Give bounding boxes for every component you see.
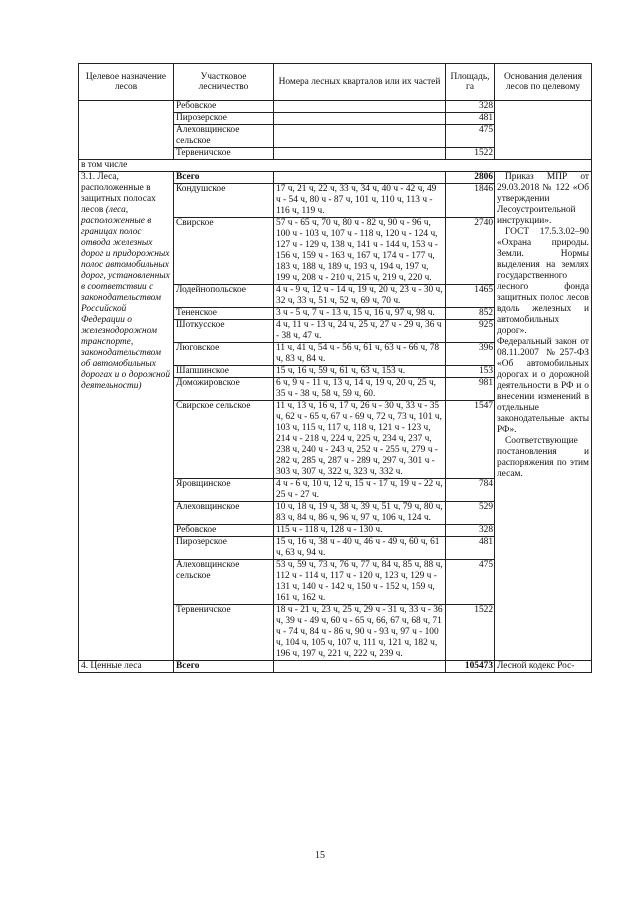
quarters-cell bbox=[274, 101, 446, 113]
quarters-cell: 115 ч - 118 ч, 128 ч - 130 ч. bbox=[274, 525, 446, 537]
quarters-cell: 3 ч - 5 ч, 7 ч - 13 ч, 15 ч, 16 ч, 97 ч, 98 ч. bbox=[274, 308, 446, 320]
forest-division-table bbox=[78, 63, 592, 673]
area-cell: 475 bbox=[446, 560, 495, 605]
forestry-cell: Алеховщинское сельское bbox=[174, 560, 274, 605]
header-basis: Основания деления лесов по целевому bbox=[495, 64, 592, 101]
quarters-cell: 4 ч - 9 ч, 12 ч - 14 ч, 19 ч, 20 ч, 23 ч - 30 ч, 32 ч, 33 ч, 51 ч, 52 ч, 69 ч, 70 ч. bbox=[274, 285, 446, 308]
section-3-1-title: 3.1. Леса, расположенные в защитных полосах лесов bbox=[81, 172, 156, 215]
page-number: 15 bbox=[315, 850, 325, 861]
forestry-cell: Пирозерское bbox=[174, 113, 274, 125]
basis-cell-continued bbox=[495, 101, 592, 160]
section-4-total-area: 105473 bbox=[446, 661, 495, 673]
forestry-cell: Доможировское bbox=[174, 378, 274, 401]
basis-paragraph: Соответствующие постановления и распоряжения по этим лесам. bbox=[497, 436, 589, 479]
quarters-cell: 57 ч - 65 ч, 70 ч, 80 ч - 82 ч, 90 ч - 96 ч, 100 ч - 103 ч, 107 ч - 118 ч, 120 ч - 124 ч, 127 ч - 129 ч, 138 ч, 141 ч - 144 ч, 153 ч - 156 ч, 159 ч - 163 ч, 167 ч, 174 ч - 177 ч, 183 ч, 188 ч, 189 ч, 193 ч, 194 ч, 197 ч, 199 ч, 208 ч - 210 ч, 215 ч, 219 ч, 220 ч. bbox=[274, 218, 446, 285]
quarters-cell bbox=[274, 113, 446, 125]
including-label: в том числе bbox=[79, 160, 592, 172]
quarters-cell: 4 ч - 6 ч, 10 ч, 12 ч, 15 ч - 17 ч, 19 ч - 22 ч, 25 ч - 27 ч. bbox=[274, 479, 446, 502]
forest-division-table-sheet bbox=[78, 63, 592, 673]
forestry-cell: Шоткусское bbox=[174, 320, 274, 343]
section-3-1-note: (леса, расположенные в границах полос отвода железных дорог и придорожных полос автомобильных дорог, установленных в соответствии с законодательством Российской Федерации о железнодорожном транспорте, законодательством об автомобильных дорогах и о дорожной деятельности) bbox=[81, 205, 171, 391]
area-cell: 2740 bbox=[446, 218, 495, 285]
forestry-cell: Яровщинское bbox=[174, 479, 274, 502]
forestry-cell: Тененское bbox=[174, 308, 274, 320]
basis-paragraph: ГОСТ 17.5.3.02–90 «Охрана природы. Земли. Нормы выделения на землях государственного лесного фонда защитных полос лесов вдоль железных и автомобильных дорог». bbox=[497, 227, 589, 336]
section-3-1-basis bbox=[495, 172, 592, 661]
forestry-cell: Тервеничское bbox=[174, 148, 274, 160]
section-3-1-total-label: Всего bbox=[174, 172, 274, 184]
quarters-cell: 18 ч - 21 ч, 23 ч, 25 ч, 29 ч - 31 ч, 33 ч - 36 ч, 39 ч - 49 ч, 60 ч - 65 ч, 66, 67 ч, 68 ч, 71 ч - 74 ч, 84 ч - 86 ч, 90 ч - 93 ч, 97 ч - 100 ч, 104 ч, 105 ч, 107 ч, 111 ч, 121 ч, 182 ч, 196 ч, 197 ч, 221 ч, 222 ч, 239 ч. bbox=[274, 605, 446, 661]
quarters-cell bbox=[274, 125, 446, 148]
forestry-cell: Ребовское bbox=[174, 101, 274, 113]
header-area: Площадь, га bbox=[446, 64, 495, 101]
quarters-cell: 11 ч, 41 ч, 54 ч - 56 ч, 61 ч, 63 ч - 66 ч, 78 ч, 83 ч, 84 ч. bbox=[274, 343, 446, 366]
area-cell: 1547 bbox=[446, 401, 495, 479]
area-cell: 481 bbox=[446, 537, 495, 560]
table-header-row bbox=[79, 64, 592, 101]
area-cell: 1522 bbox=[446, 148, 495, 160]
area-cell: 328 bbox=[446, 101, 495, 113]
area-cell: 396 bbox=[446, 343, 495, 366]
quarters-cell: 4 ч, 11 ч - 13 ч, 24 ч, 25 ч, 27 ч - 29 ч, 36 ч - 38 ч, 47 ч. bbox=[274, 320, 446, 343]
quarters-cell bbox=[274, 661, 446, 673]
quarters-cell bbox=[274, 148, 446, 160]
forestry-cell: Алеховщинское сельское bbox=[174, 125, 274, 148]
section-3-1-total-area: 2806 bbox=[446, 172, 495, 184]
area-cell: 852 bbox=[446, 308, 495, 320]
quarters-cell: 53 ч, 59 ч, 73 ч, 76 ч, 77 ч, 84 ч, 85 ч, 88 ч, 112 ч - 114 ч, 117 ч - 120 ч, 123 ч, 129 ч - 131 ч, 140 ч - 142 ч, 150 ч - 152 ч, 159 ч, 161 ч, 162 ч. bbox=[274, 560, 446, 605]
area-cell: 529 bbox=[446, 502, 495, 525]
header-purpose: Целевое назначение лесов bbox=[79, 64, 174, 101]
section-4-purpose: 4. Ценные леса bbox=[79, 661, 174, 673]
area-cell: 784 bbox=[446, 479, 495, 502]
area-cell: 1522 bbox=[446, 605, 495, 661]
area-cell: 925 bbox=[446, 320, 495, 343]
forestry-cell: Свирское сельское bbox=[174, 401, 274, 479]
quarters-cell: 11 ч, 13 ч, 16 ч, 17 ч, 26 ч - 30 ч, 33 ч - 35 ч, 62 ч - 65 ч, 67 ч - 69 ч, 72 ч, 73 ч, 101 ч, 103 ч, 115 ч, 117 ч, 118 ч, 121 ч - 123 ч, 214 ч - 218 ч, 224 ч, 225 ч, 234 ч, 237 ч, 238 ч, 240 ч - 243 ч, 252 ч - 255 ч, 279 ч - 282 ч, 285 ч, 287 ч - 289 ч, 297 ч, 301 ч - 303 ч, 307 ч, 322 ч, 323 ч, 332 ч. bbox=[274, 401, 446, 479]
forestry-cell: Свирское bbox=[174, 218, 274, 285]
basis-paragraph: Федеральный закон от 08.11.2007 №257-ФЗ «Об автомобильных дорогах и о дорожной деятельности в РФ и о внесении изменений в отдельные законодательные акты РФ». bbox=[497, 337, 589, 435]
section-4-basis: Лесной кодекс Рос- bbox=[495, 661, 592, 673]
area-cell: 481 bbox=[446, 113, 495, 125]
header-forestry: Участковое лесничество bbox=[174, 64, 274, 101]
quarters-cell: 15 ч, 16 ч, 59 ч, 61 ч, 63 ч, 153 ч. bbox=[274, 366, 446, 378]
quarters-cell: 17 ч, 21 ч, 22 ч, 33 ч, 34 ч, 40 ч - 42 ч, 49 ч - 54 ч, 80 ч - 87 ч, 101 ч, 110 ч, 113 ч - 116 ч, 119 ч. bbox=[274, 184, 446, 218]
basis-paragraph: Приказ МПР от 29.03.2018 № 122 «Об утверждении Лесоустроительной инструкции». bbox=[497, 172, 589, 226]
area-cell: 475 bbox=[446, 125, 495, 148]
quarters-cell bbox=[274, 172, 446, 184]
forestry-cell: Пирозерское bbox=[174, 537, 274, 560]
area-cell: 981 bbox=[446, 378, 495, 401]
section-3-1-purpose bbox=[79, 172, 174, 661]
forestry-cell: Тервеничское bbox=[174, 605, 274, 661]
forestry-cell: Люговское bbox=[174, 343, 274, 366]
forestry-cell: Кондушское bbox=[174, 184, 274, 218]
including-row bbox=[79, 160, 592, 172]
forestry-cell: Алеховщинское bbox=[174, 502, 274, 525]
forestry-cell: Шапшинское bbox=[174, 366, 274, 378]
quarters-cell: 15 ч, 16 ч, 38 ч - 40 ч, 46 ч - 49 ч, 60 ч, 61 ч, 63 ч, 94 ч. bbox=[274, 537, 446, 560]
area-cell: 328 bbox=[446, 525, 495, 537]
table-row bbox=[79, 101, 592, 113]
section-3-1-total-row bbox=[79, 172, 592, 184]
quarters-cell: 6 ч, 9 ч - 11 ч, 13 ч, 14 ч, 19 ч, 20 ч, 25 ч, 35 ч - 38 ч, 58 ч, 59 ч, 60. bbox=[274, 378, 446, 401]
area-cell: 1465 bbox=[446, 285, 495, 308]
purpose-cell-continued bbox=[79, 101, 174, 160]
section-4-total-row bbox=[79, 661, 592, 673]
header-quarters: Номера лесных кварталов или их частей bbox=[274, 64, 446, 101]
area-cell: 153 bbox=[446, 366, 495, 378]
section-4-total-label: Всего bbox=[174, 661, 274, 673]
area-cell: 1846 bbox=[446, 184, 495, 218]
forestry-cell: Ребовское bbox=[174, 525, 274, 537]
quarters-cell: 10 ч, 18 ч, 19 ч, 38 ч, 39 ч, 51 ч, 79 ч, 80 ч, 83 ч, 84 ч, 86 ч, 96 ч, 97 ч, 106 ч, 124 ч. bbox=[274, 502, 446, 525]
forestry-cell: Лодейнопольское bbox=[174, 285, 274, 308]
